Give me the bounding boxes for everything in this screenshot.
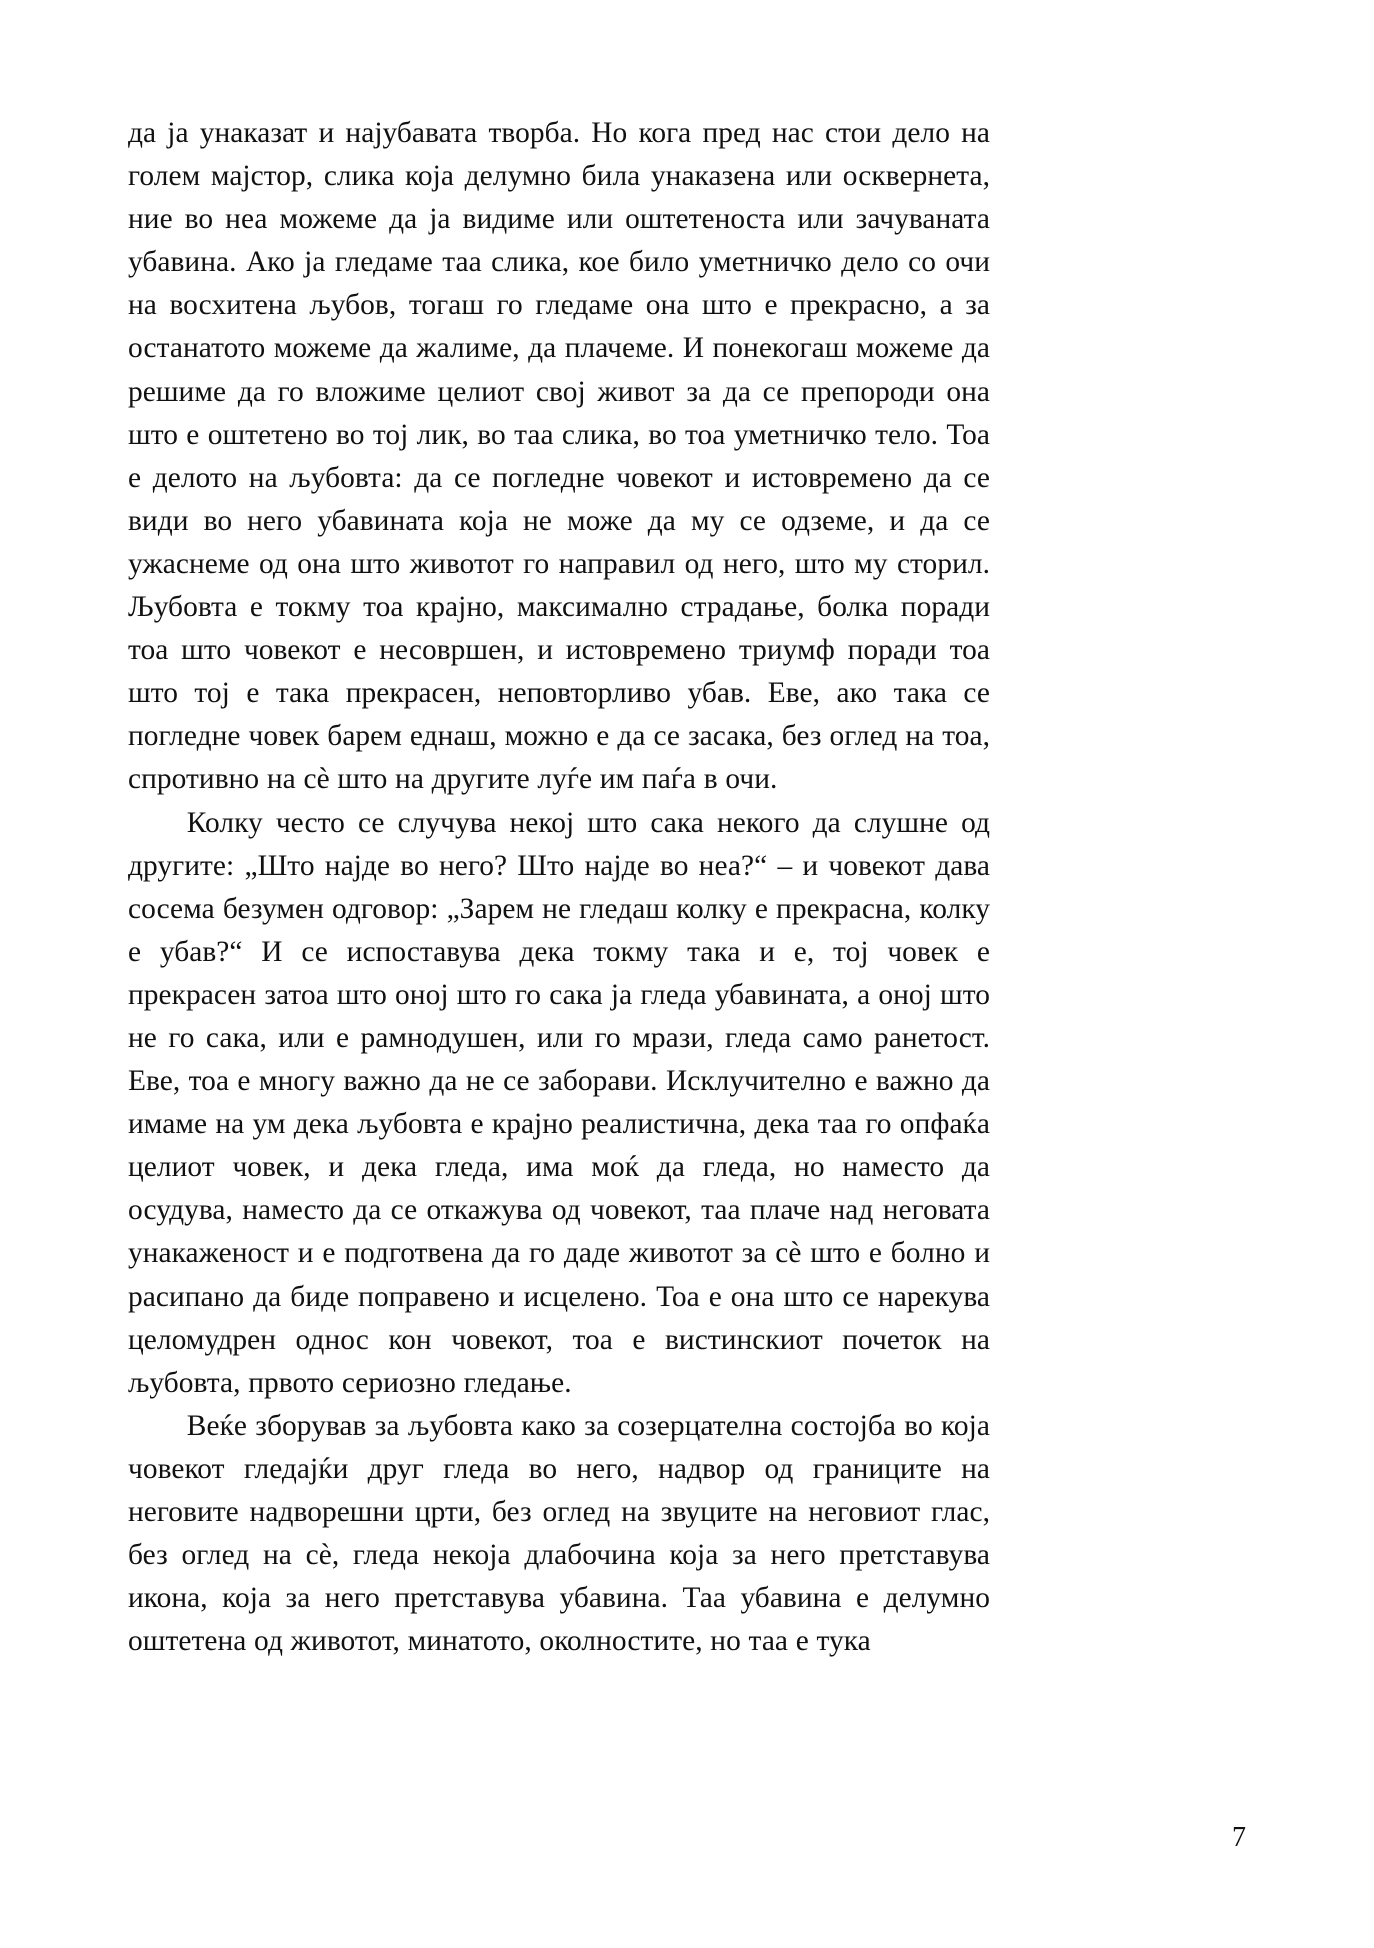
paragraph-1: да ја унаказат и најубавата творба. Но кога пред нас стои дело на голем мајстор, слика која делумно била унаказена или осквернета, ние во неа можеме да ја видиме или оштетеноста или зачуваната убавина. Ако ја гледаме таа слика, кое било уметничко дело со очи на восхитена љубов, тогаш го гледаме она што е прекрасно, а за останатото можеме да жалиме, да плачеме. И понекогаш можеме да решиме да го вложиме целиот свој живот за да се препороди она што е оштетено во тој лик, во таа слика, во тоа уметничко тело. Тоа е делото на љубовта: да се погледне човекот и истовремено да се види во него убавината која не може да му се одземе, и да се ужаснеме од она што животот го направил од него, што му сторил. Љубовта е токму тоа крајно, максимално страдање, болка поради тоа што човекот е несовршен, и истовремено триумф поради тоа што тој е така прекрасен, неповторливо убав. Еве, ако така се погледне човек барем еднаш, можно е да се засака, без оглед на тоа, спротивно на сè што на другите луѓе им паѓа в очи.	[128, 117, 990, 796]
page-number: 7	[1232, 1822, 1246, 1853]
paragraph-2: Колку често се случува некој што сака некого да слушне од другите: „Што најде во него? Што најде во неа?“ – и човекот дава сосема безумен одговор: „Зарем не гледаш колку е прекрасна, колку е убав?“ И се испоставува дека токму така и е, тој човек е прекрасен затоа што оној што го сака ја гледа убавината, а оној што не го сака, или е рамнодушен, или го мрази, гледа само ранетост. Еве, тоа е многу важно да не се заборави. Исклучително е важно да имаме на ум дека љубовта е крајно реалистична, дека таа го опфаќа целиот човек, и дека гледа, има моќ да гледа, но наместо да осудува, наместо да се откажува од човекот, таа плаче над неговата унакаженост и е подготвена да го даде животот за сè што е болно и расипано да биде поправено и исцелено. Тоа е она што се нарекува целомудрен однос кон човекот, тоа е вистинскиот почеток на љубовта, првото сериозно гледање.	[128, 806, 990, 1399]
paragraph-3: Веќе зборував за љубовта како за созерцателна состојба во која човекот гледајќи друг гледа во него, надвор од границите на неговите надворешни црти, без оглед на звуците на неговиот глас, без оглед на сè, гледа некоја длабочина која за него претставува икона, која за него претставува убавина. Таа убавина е делумно оштетена од животот, минатото, околностите, но таа е тука	[128, 1409, 990, 1658]
page-text-block	[128, 112, 990, 1663]
